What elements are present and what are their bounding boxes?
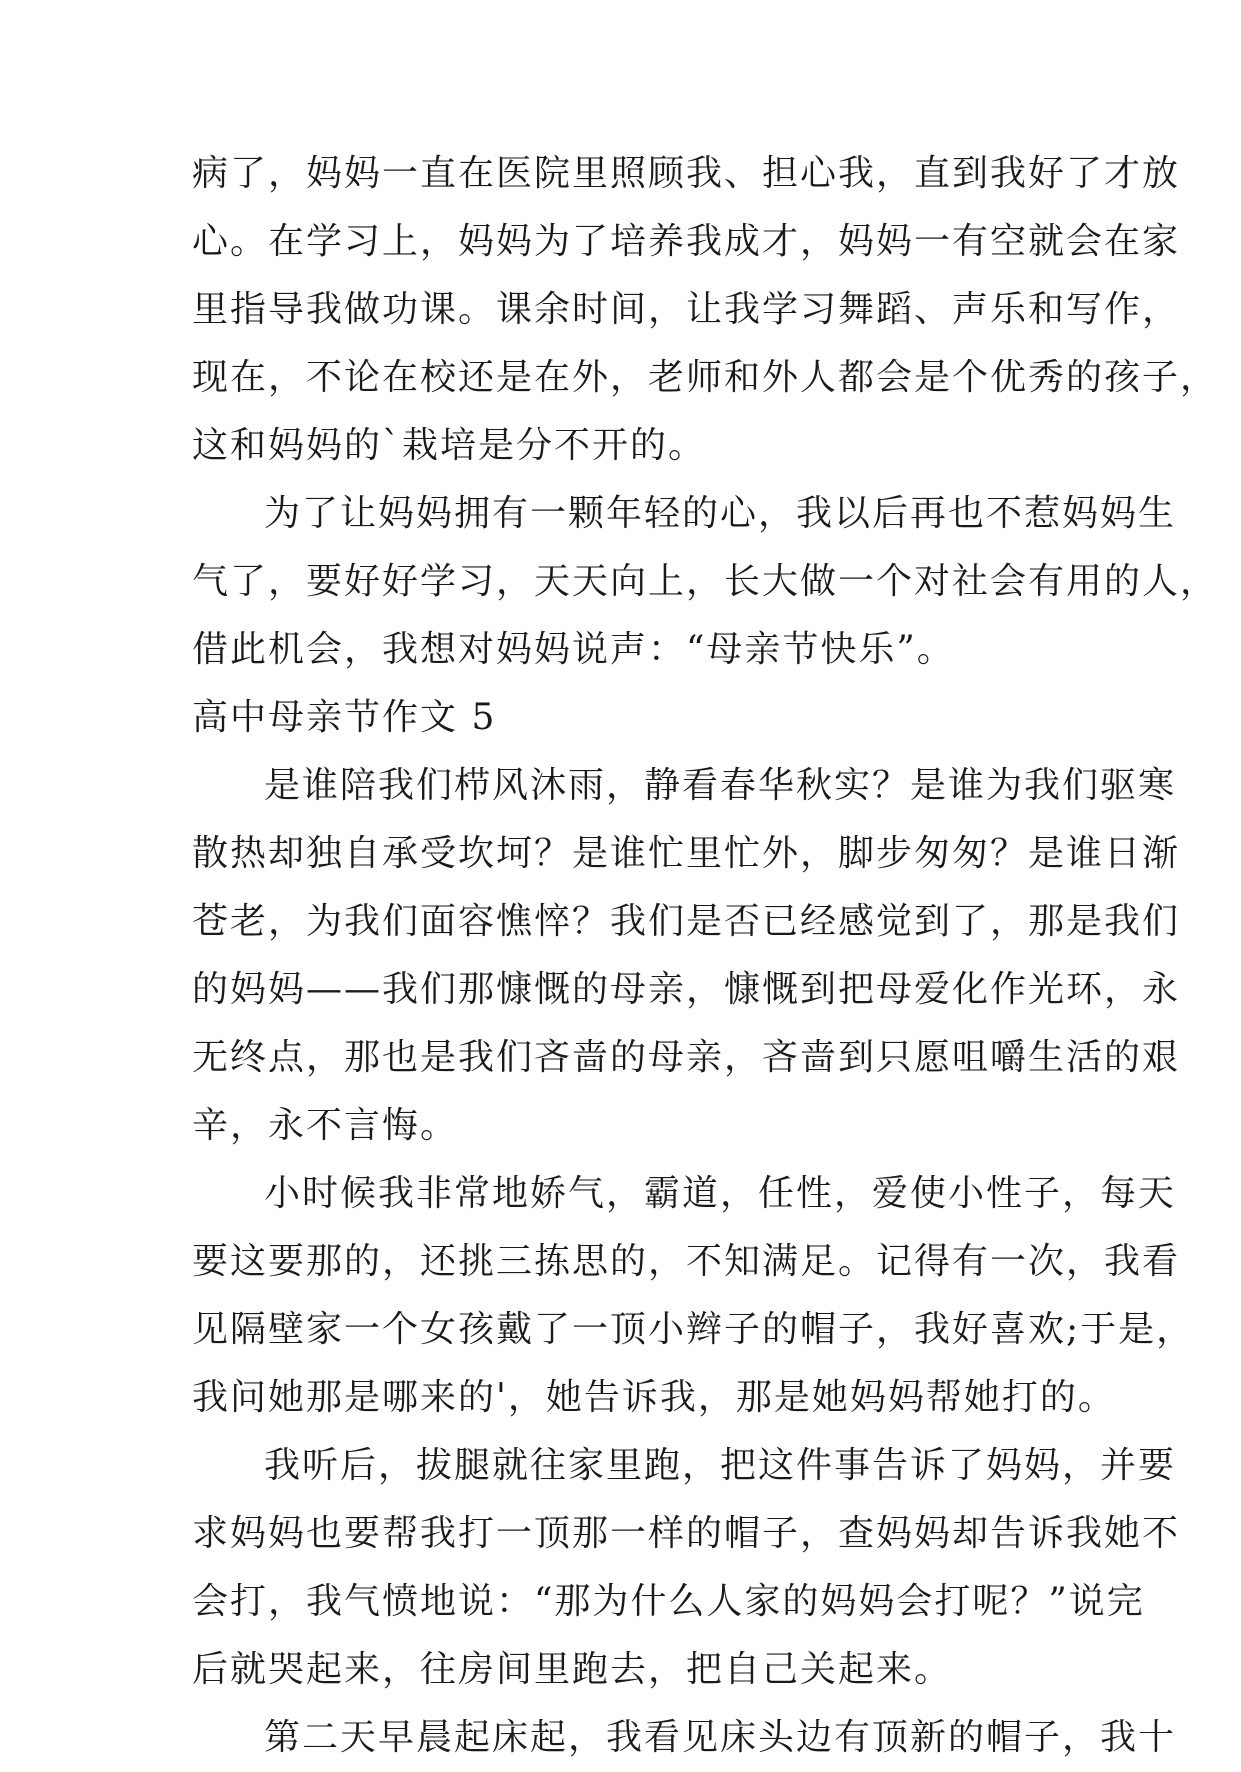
section-heading: 高中母亲节作文 5 — [192, 697, 497, 738]
paragraph-first-line: 小时候我非常地娇气，霸道，任性，爱使小性子，每天 — [264, 1173, 1177, 1214]
document-body — [192, 140, 1219, 1772]
paragraph-first-line: 为了让妈妈拥有一颗年轻的心，我以后再也不惹妈妈生 — [264, 493, 1177, 534]
text-line: 气了，要好好学习，天天向上，长大做一个对社会有用的人， — [192, 561, 1219, 602]
text-line: 的妈妈——我们那慷慨的母亲，慷慨到把母爱化作光环，永 — [192, 969, 1181, 1010]
text-line: 我问她那是哪来的'，她告诉我，那是她妈妈帮她打的。 — [192, 1377, 1116, 1418]
text-line: 会打，我气愤地说：“那为什么人家的妈妈会打呢？”说完 — [192, 1581, 1145, 1622]
text-line: 病了，妈妈一直在医院里照顾我、担心我，直到我好了才放 — [192, 153, 1181, 194]
text-line: 求妈妈也要帮我打一顶那一样的帽子，查妈妈却告诉我她不 — [192, 1513, 1181, 1554]
text-line: 辛，永不言悔。 — [192, 1105, 459, 1146]
text-line: 这和妈妈的`栽培是分不开的。 — [192, 425, 707, 466]
paragraph-first-line: 第二天早晨起床起，我看见床头边有顶新的帽子，我十 — [264, 1717, 1177, 1758]
text-line: 要这要那的，还挑三拣思的，不知满足。记得有一次，我看 — [192, 1241, 1181, 1282]
text-line: 苍老，为我们面容憔悴？我们是否已经感觉到了，那是我们 — [192, 901, 1181, 942]
paragraph-first-line: 是谁陪我们栉风沐雨，静看春华秋实？是谁为我们驱寒 — [264, 765, 1177, 806]
text-line: 现在，不论在校还是在外，老师和外人都会是个优秀的孩子， — [192, 357, 1219, 398]
text-line: 后就哭起来，往房间里跑去，把自己关起来。 — [192, 1649, 953, 1690]
text-line: 无终点，那也是我们吝啬的母亲，吝啬到只愿咀嚼生活的艰 — [192, 1037, 1181, 1078]
text-line: 散热却独自承受坎坷？是谁忙里忙外，脚步匆匆？是谁日渐 — [192, 833, 1181, 874]
text-line: 里指导我做功课。课余时间，让我学习舞蹈、声乐和写作， — [192, 289, 1181, 330]
text-line: 心。在学习上，妈妈为了培养我成才，妈妈一有空就会在家 — [192, 221, 1181, 262]
paragraph-first-line: 我听后，拔腿就往家里跑，把这件事告诉了妈妈，并要 — [264, 1445, 1177, 1486]
text-line: 见隔壁家一个女孩戴了一顶小辫子的帽子，我好喜欢;于是， — [192, 1309, 1195, 1350]
text-line: 借此机会，我想对妈妈说声：“母亲节快乐”。 — [192, 629, 955, 670]
